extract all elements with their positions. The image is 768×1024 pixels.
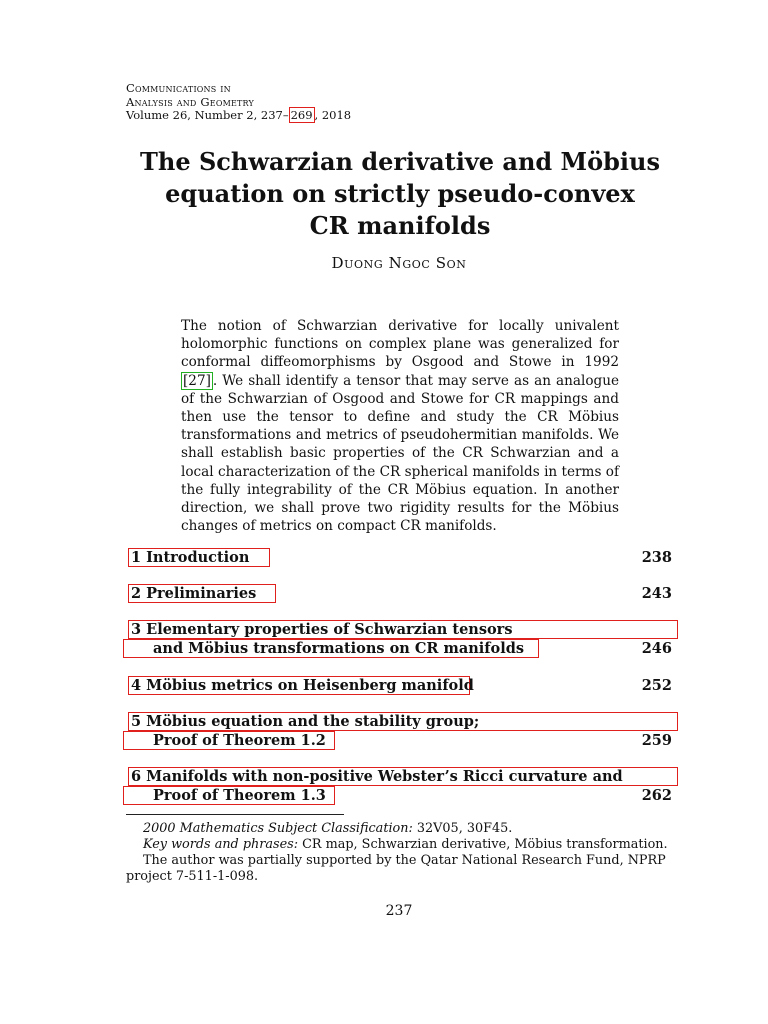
toc-page-number: 262 [641,787,672,804]
last-page-link[interactable]: 269 [290,108,313,122]
volume-prefix: Volume 26, Number 2, 237– [126,108,289,122]
journal-name-line1: Communications in [126,81,231,95]
author-name: Duong Ngoc Son [331,254,467,272]
toc-heading[interactable]: 3 Elementary properties of Schwarzian tensors [131,621,513,638]
toc-page-number: 259 [641,732,672,749]
keywords-value: CR map, Schwarzian derivative, Möbius transformation. [298,837,668,852]
title-line-1: The Schwarzian derivative and Möbius [140,147,660,176]
toc-heading[interactable]: 2 Preliminaries [131,585,257,602]
abstract-text [181,317,619,535]
toc-heading-continued[interactable]: and Möbius transformations on CR manifolds [153,640,525,657]
msc-value: 32V05, 30F45. [412,821,513,836]
keywords-footnote [126,837,672,853]
title-line-2: equation on strictly pseudo-convex [165,179,635,208]
footnotes [126,821,672,885]
toc-heading[interactable]: 6 Manifolds with non-positive Webster’s Ricci curvature and [131,768,623,785]
toc-heading[interactable]: 1 Introduction [131,549,250,566]
abstract-part-2: . We shall identify a tensor that may serve as an analogue of the Schwarzian of Osgood and Stowe for CR mappings and then use the tensor to define and study the CR Möbius transformations and metrics of pseudohermitian manifolds. We shall establish basic properties of the CR Schwarzian and a local characterization of the CR spherical manifolds in terms of the fully integrability of the CR Möbius equation. In another direction, we shall prove two rigidity results for the Möbius changes of metrics on compact CR manifolds. [181,372,619,535]
funding-footnote-line2: project 7-511-1-098. [126,869,259,884]
toc-page-number: 252 [641,677,672,694]
volume-suffix: , 2018 [314,108,352,122]
title-line-3: CR manifolds [309,211,491,240]
journal-header [126,82,351,123]
journal-volume [126,109,351,123]
toc-page-number: 238 [641,549,672,566]
msc-footnote [126,821,672,837]
keywords-label: Key words and phrases: [143,837,299,852]
citation-link[interactable]: [27] [183,372,211,389]
paper-title [100,146,700,242]
toc-page-number: 243 [641,585,672,602]
page-number: 237 [385,903,413,919]
abstract-part-1: The notion of Schwarzian derivative for locally univalent holomorphic functions on complex plane was generalized for conformal diffeomorphisms by Osgood and Stowe in 1992 [181,318,619,371]
toc-heading-continued[interactable]: Proof of Theorem 1.2 [153,732,326,749]
funding-footnote-line1: The author was partially supported by the Qatar National Research Fund, NPRP [143,853,666,868]
footnote-rule [126,814,344,815]
msc-label: 2000 Mathematics Subject Classification: [143,821,413,836]
toc-heading-continued[interactable]: Proof of Theorem 1.3 [153,787,326,804]
toc-heading[interactable]: 5 Möbius equation and the stability group; [131,713,480,730]
toc-page-number: 246 [641,640,672,657]
toc-heading[interactable]: 4 Möbius metrics on Heisenberg manifold [131,677,474,694]
abstract [181,317,619,535]
journal-name-line2: Analysis and Geometry [126,94,254,109]
